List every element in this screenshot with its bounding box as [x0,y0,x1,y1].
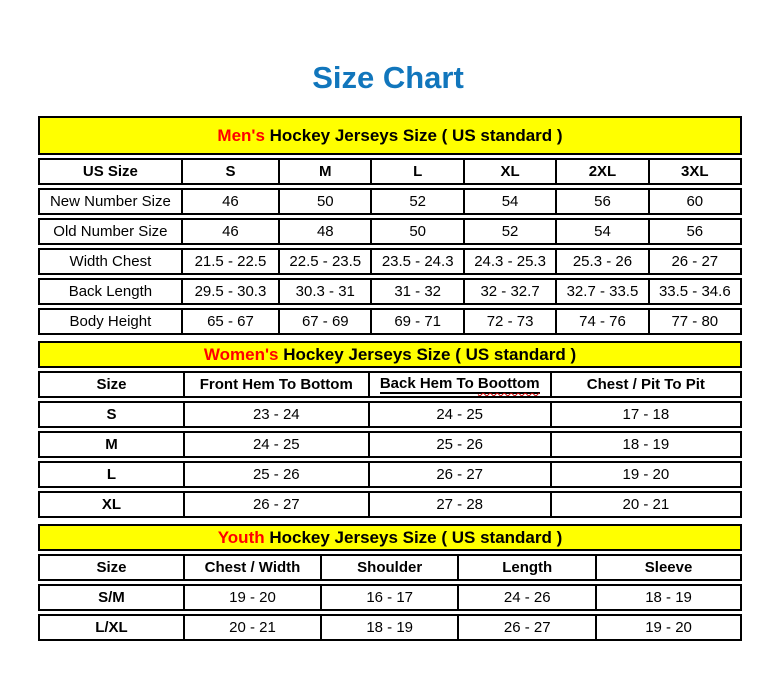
value-cell: 24.3 - 25.3 [465,250,557,273]
value-cell: 54 [557,220,649,243]
value-cell: 24 - 25 [185,433,370,456]
row-label: S [40,403,185,426]
value-cell: 65 - 67 [183,310,280,333]
column-header: Shoulder [322,556,459,579]
value-cell: 31 - 32 [372,280,464,303]
column-header: 3XL [681,163,709,180]
column-header: S [183,160,280,183]
value-cell: 56 [557,190,649,213]
row-label: L/XL [40,616,185,639]
value-cell: 25 - 26 [370,433,552,456]
column-header: M [280,160,372,183]
value-cell: 25.3 - 26 [557,250,649,273]
value-cell: 69 - 71 [372,310,464,333]
table-row [38,278,742,305]
table-row [38,248,742,275]
column-header: Length [459,556,597,579]
value-cell: 50 [372,220,464,243]
row-label: XL [40,493,185,516]
row-label: Width Chest [40,250,183,273]
row-label: Old Number Size [40,220,183,243]
row-label: Body Height [40,310,183,333]
column-header: 2XL [557,160,649,183]
value-cell: 20 - 21 [185,616,322,639]
column-header: Front Hem To Bottom [185,373,370,396]
value-cell: 52 [372,190,464,213]
page-title: Size Chart [312,60,464,95]
table-banner-text: Hockey Jerseys Size ( US standard ) [264,528,563,547]
column-header: Chest / Width [185,556,322,579]
value-cell: 60 [686,193,704,210]
value-cell: 16 - 17 [322,586,459,609]
misspelled-word: Boottom [477,375,540,392]
value-cell: 18 - 19 [322,616,459,639]
value-cell: 21.5 - 22.5 [183,250,280,273]
value-cell: 67 - 69 [280,310,372,333]
value-cell: 24 - 25 [370,403,552,426]
column-header: Size [40,373,185,396]
womens-size-table [38,341,742,518]
value-cell: 19 - 20 [185,586,322,609]
value-cell: 50 [280,190,372,213]
row-label: S/M [40,586,185,609]
table-banner-highlight: Men's [217,126,265,145]
value-cell: 18 - 19 [645,589,692,606]
value-cell: 26 - 27 [185,493,370,516]
table-row [38,431,742,458]
column-header: US Size [40,160,183,183]
table-banner-text: Hockey Jerseys Size ( US standard ) [264,126,563,145]
table-banner-highlight: Youth [217,528,265,547]
value-cell: 19 - 20 [645,619,692,636]
value-cell: 46 [183,220,280,243]
column-header: Chest / Pit To Pit [586,376,705,393]
column-header: Sleeve [644,559,693,576]
table-row [38,401,742,428]
womens-table-banner [38,341,742,368]
row-label: New Number Size [40,190,183,213]
value-cell: 26 - 27 [671,253,719,270]
mens-header-row [38,158,742,185]
table-banner-text: Hockey Jerseys Size ( US standard ) [278,345,577,364]
value-cell: 18 - 19 [622,436,670,453]
table-row [38,614,742,641]
table-row [38,584,742,611]
value-cell: 26 - 27 [370,463,552,486]
value-cell: 17 - 18 [622,406,670,423]
value-cell: 27 - 28 [370,493,552,516]
value-cell: 54 [465,190,557,213]
value-cell: 48 [280,220,372,243]
row-label: M [40,433,185,456]
value-cell: 32.7 - 33.5 [557,280,649,303]
womens-header-row [38,371,742,398]
value-cell: 29.5 - 30.3 [183,280,280,303]
value-cell: 23.5 - 24.3 [372,250,464,273]
youth-header-row [38,554,742,581]
youth-table-banner [38,524,742,551]
underlined-header-text: Back Hem To Boottom [379,375,540,392]
value-cell: 32 - 32.7 [465,280,557,303]
table-row [38,308,742,335]
column-header: L [372,160,464,183]
table-banner-highlight: Women's [203,345,279,364]
column-header [370,373,552,396]
column-header: XL [465,160,557,183]
table-row [38,491,742,518]
table-row [38,218,742,245]
value-cell: 24 - 26 [459,586,597,609]
row-label: L [40,463,185,486]
table-row [38,188,742,215]
value-cell: 23 - 24 [185,403,370,426]
tables-container [38,116,742,641]
mens-size-table [38,116,742,335]
value-cell: 77 - 80 [671,313,719,330]
mens-table-banner [38,116,742,155]
value-cell: 46 [183,190,280,213]
value-cell: 22.5 - 23.5 [280,250,372,273]
value-cell: 25 - 26 [185,463,370,486]
value-cell: 20 - 21 [622,496,670,513]
value-cell: 33.5 - 34.6 [658,283,731,300]
value-cell: 56 [686,223,704,240]
value-cell: 52 [465,220,557,243]
row-label: Back Length [40,280,183,303]
youth-size-table [38,524,742,641]
value-cell: 30.3 - 31 [280,280,372,303]
value-cell: 26 - 27 [459,616,597,639]
column-header: Size [40,556,185,579]
value-cell: 19 - 20 [622,466,670,483]
value-cell: 74 - 76 [557,310,649,333]
table-row [38,461,742,488]
value-cell: 72 - 73 [465,310,557,333]
